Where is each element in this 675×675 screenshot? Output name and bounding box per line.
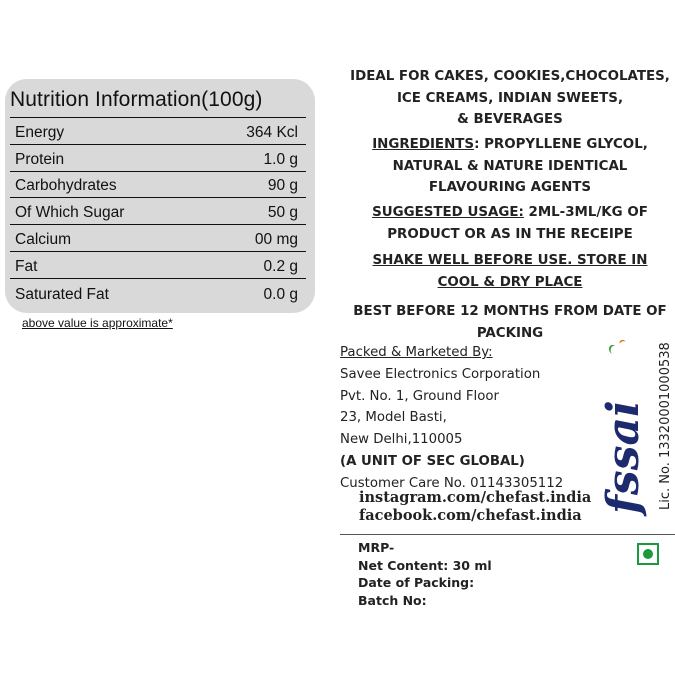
- facebook-link[interactable]: facebook.com/chefast.india: [359, 507, 582, 524]
- ingredients-line: NATURAL & NATURE IDENTICAL: [392, 158, 628, 174]
- nutrient-value: 1.0 g: [263, 150, 298, 168]
- fssai-leaf-icon: [620, 340, 626, 344]
- nutrient-name: Calcium: [15, 230, 71, 248]
- storage-line: SHAKE WELL BEFORE USE. STORE IN: [372, 253, 648, 268]
- nutrition-row: [10, 225, 306, 252]
- best-before-line: BEST BEFORE 12 MONTHS FROM DATE OF: [353, 304, 667, 319]
- license-number: [655, 340, 673, 512]
- net-content: Net Content: 30 ml: [358, 557, 492, 573]
- packer-heading: Packed & Marketed By:: [340, 345, 493, 360]
- approximate-note: above value is approximate*: [22, 316, 173, 330]
- nutrition-row: [10, 172, 306, 199]
- nutrition-row: [10, 252, 306, 279]
- ingredients-line: [345, 134, 675, 156]
- veg-dot: [643, 549, 653, 559]
- veg-mark-icon: [637, 543, 659, 565]
- customer-care: Customer Care No. 01143305112: [340, 475, 564, 491]
- ingredients-line: FLAVOURING AGENTS: [428, 180, 592, 195]
- social-block: [359, 489, 591, 525]
- usage-block: [345, 202, 675, 245]
- date-of-packing: Date of Packing:: [358, 575, 475, 590]
- nutrient-name: Fat: [15, 257, 38, 275]
- nutrient-value: 90 g: [267, 177, 298, 195]
- license-text: Lic. No. 13320001000538: [658, 342, 673, 510]
- packer-unit: (A UNIT OF SEC GLOBAL): [340, 453, 525, 469]
- fssai-leaf-icon: [609, 345, 616, 354]
- nutrient-name: Carbohydrates: [15, 177, 117, 195]
- nutrient-value: 364 Kcl: [246, 123, 298, 141]
- best-before-line: PACKING: [476, 325, 544, 341]
- nutrient-value: 0.0 g: [263, 285, 298, 303]
- nutrition-row: [10, 279, 306, 306]
- ideal-line: ICE CREAMS, INDIAN SWEETS,: [396, 90, 624, 106]
- storage-block: [345, 250, 675, 293]
- nutrient-value: 0.2 g: [263, 257, 298, 275]
- nutrition-row: [10, 118, 306, 145]
- ideal-line: IDEAL FOR CAKES, COOKIES,CHOCOLATES,: [350, 69, 670, 84]
- usage-line: [345, 202, 675, 224]
- ingredients-text: : PROPYLLENE GLYCOL,: [474, 137, 648, 152]
- ingredients-block: [345, 134, 675, 199]
- usage-line: PRODUCT OR AS IN THE RECEIPE: [387, 226, 633, 242]
- packer-address: 23, Model Basti,: [340, 410, 447, 426]
- ingredients-label: INGREDIENTS: [372, 137, 475, 152]
- storage-line: COOL & DRY PLACE: [437, 274, 583, 290]
- usage-text: 2ML-3ML/KG OF: [523, 205, 648, 220]
- nutrition-table: [10, 118, 306, 306]
- batch-no: Batch No:: [358, 592, 427, 608]
- fssai-logo: [598, 338, 656, 524]
- nutrient-name: Protein: [15, 150, 65, 168]
- fssai-text: fssai: [598, 400, 649, 514]
- ideal-line: & BEVERAGES: [457, 112, 563, 127]
- mrp-label: MRP-: [358, 540, 395, 555]
- nutrient-name: Saturated Fat: [15, 285, 109, 303]
- nutrient-name: Of Which Sugar: [15, 204, 125, 222]
- packer-address: New Delhi,110005: [340, 432, 463, 448]
- nutrition-row: [10, 198, 306, 225]
- divider-line: [340, 534, 675, 535]
- nutrient-name: Energy: [15, 123, 65, 141]
- nutrient-value: 50 g: [267, 204, 298, 222]
- product-details: [358, 539, 492, 609]
- packer-name: Savee Electronics Corporation: [340, 366, 541, 382]
- nutrition-title: Nutrition Information(100g): [10, 88, 263, 111]
- nutrient-value: 00 mg: [254, 230, 298, 248]
- packer-block: [340, 342, 563, 495]
- ideal-for-block: [345, 66, 675, 131]
- packer-address: Pvt. No. 1, Ground Floor: [340, 388, 499, 404]
- usage-label: SUGGESTED USAGE:: [372, 205, 524, 220]
- instagram-link[interactable]: instagram.com/chefast.india: [359, 489, 592, 506]
- nutrition-row: [10, 145, 306, 172]
